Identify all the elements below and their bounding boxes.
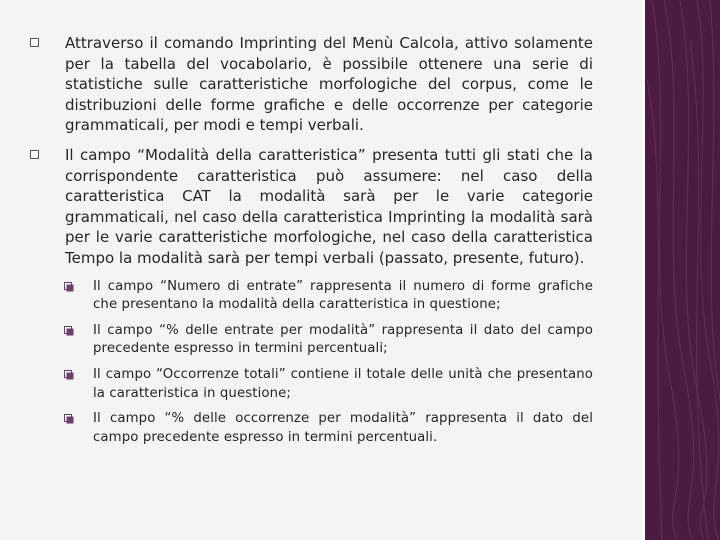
sub-bullet-item	[62, 278, 593, 315]
sub-bullet-item	[62, 410, 593, 447]
slide-content	[30, 33, 593, 454]
checkbox-bullet-icon	[64, 282, 74, 292]
sub-bullet-item	[62, 322, 593, 359]
bullet-item	[30, 33, 593, 136]
checkbox-bullet-icon	[64, 370, 74, 380]
sub-bullet-text: Il campo “Occorrenze totali” contiene il totale delle unità che presentano la caratteristica in questione;	[93, 366, 593, 401]
square-bullet-icon	[30, 38, 39, 47]
sub-bullet-text: Il campo “Numero di entrate” rappresenta il numero di forme grafiche che presentano la modalità della caratteristica in questione;	[93, 278, 593, 313]
bullet-text: Il campo “Modalità della caratteristica” presenta tutti gli stati che la corrispondente caratteristica può assumere: nel caso della caratteristica CAT la modalità sarà per le varie categorie grammaticali, nel caso della caratteristica Imprinting la modalità sarà per le varie caratteristiche morfologiche, nel caso della caratteristica Tempo la modalità sarà per tempi verbali (passato, presente, futuro).	[65, 145, 593, 267]
checkbox-bullet-icon	[64, 326, 74, 336]
sub-bullet-item	[62, 366, 593, 403]
decorative-side-bar	[642, 0, 720, 540]
line-pattern-decoration	[642, 0, 720, 540]
square-bullet-icon	[30, 150, 39, 159]
bullet-text: Attraverso il comando Imprinting del Menù Calcola, attivo solamente per la tabella del vocabolario, è possibile ottenere una serie di statistiche sulle caratteristiche morfologiche del corpus, come le distribuzioni delle forme grafiche e delle occorrenze per categorie grammaticali, per modi e tempi verbali.	[65, 34, 593, 135]
sub-bullet-text: Il campo “% delle entrate per modalità” rappresenta il dato del campo precedente espresso in termini percentuali;	[93, 322, 593, 357]
checkbox-bullet-icon	[64, 414, 74, 424]
bullet-item	[30, 145, 593, 269]
sub-bullet-text: Il campo “% delle occorrenze per modalità” rappresenta il dato del campo precedente espresso in termini percentuali.	[93, 411, 593, 445]
sub-bullet-list	[30, 278, 593, 448]
